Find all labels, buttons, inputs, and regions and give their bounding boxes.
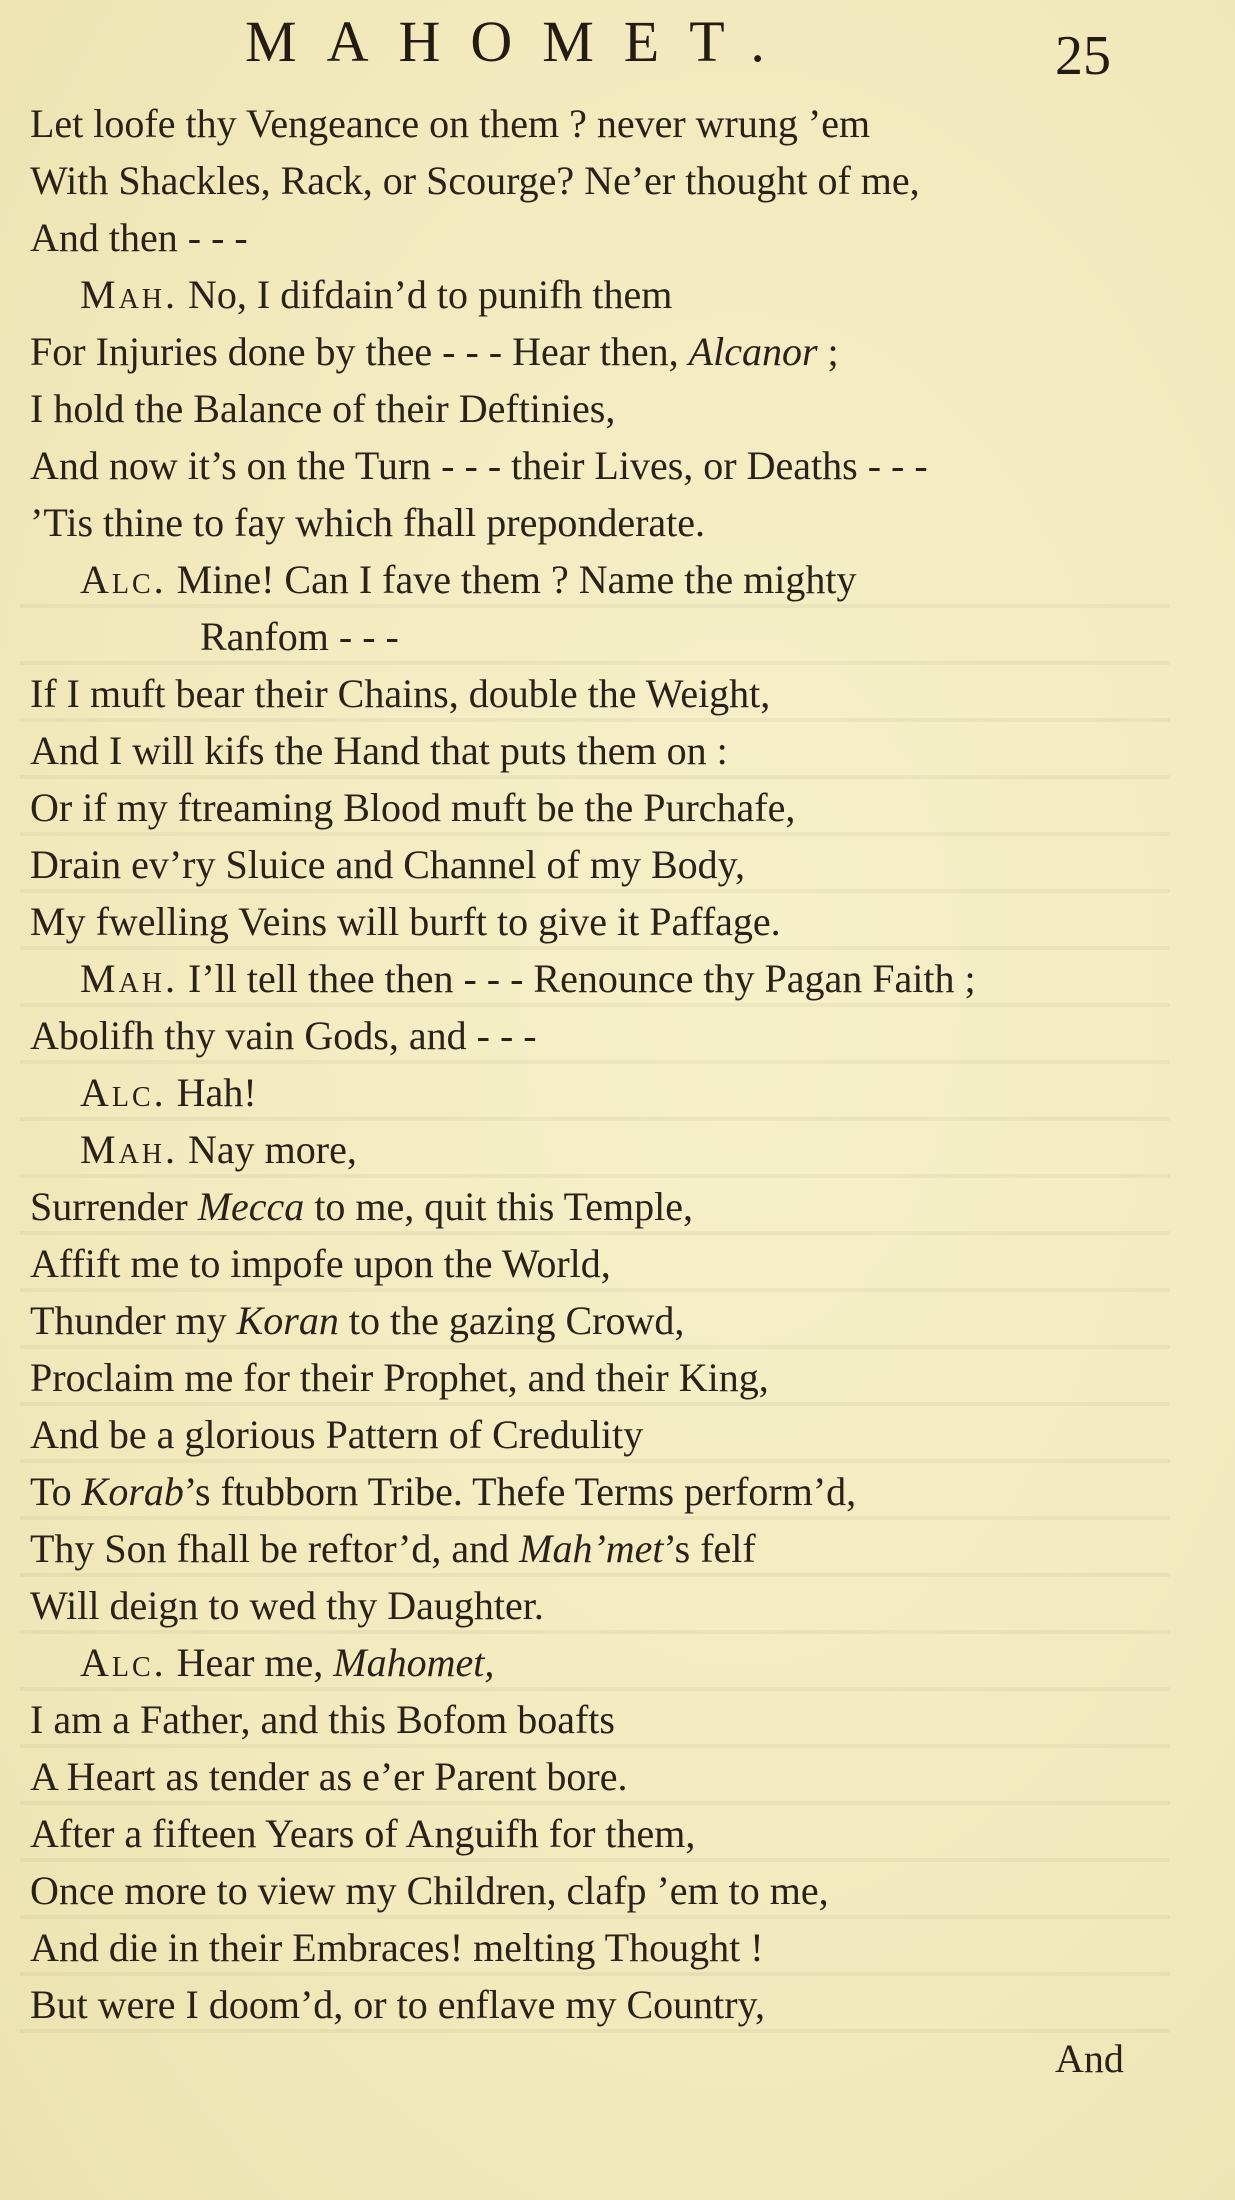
verse-line [0,1634,1235,1691]
verse-line [0,437,1235,494]
page-number: 25 [1055,25,1111,87]
verse-line [0,380,1235,437]
verse-line [0,1292,1235,1349]
italic-name: Koran [236,1298,339,1343]
speaker-name: Mah. [80,1127,179,1172]
line-text: With Shackles, Rack, or Scourge? Ne’er thought of me, [30,158,920,203]
verse-line [0,1007,1235,1064]
verse-line [0,1805,1235,1862]
verse-line [0,494,1235,551]
line-text: Abolifh thy vain Gods, and - - - [30,1013,537,1058]
verse-line [0,323,1235,380]
speaker-name: Mah. [80,956,179,1001]
italic-name: Mah’met [519,1526,664,1571]
line-text: I am a Father, and this Bofom boafts [30,1697,615,1742]
verse-line [0,1235,1235,1292]
line-text: Or if my ftreaming Blood muft be the Purchafe, [30,785,796,830]
line-text: Nay more, [178,1127,357,1172]
verse-line [0,665,1235,722]
verse-line [0,1577,1235,1634]
line-text: ’Tis thine to fay which fhall preponderate. [30,500,706,545]
line-text: Once more to view my Children, clafp ’em to me, [30,1868,829,1913]
line-text: Drain ev’ry Sluice and Channel of my Body, [30,842,746,887]
line-text: And now it’s on the Turn - - - their Lives, or Deaths - - - [30,443,928,488]
line-text: Mine! Can I fave them ? Name the mighty [166,557,857,602]
line-text: to me, quit this Temple, [304,1184,693,1229]
line-text: Surrender [30,1184,198,1229]
verse-line [0,95,1235,152]
line-text: I hold the Balance of their Deftinies, [30,386,616,431]
verse-line [0,209,1235,266]
line-text: Thunder my [30,1298,237,1343]
verse-line [0,1976,1235,2033]
verse-line [0,1178,1235,1235]
italic-name: Mahomet, [333,1640,495,1685]
verse-line [0,1463,1235,1520]
verse-line [0,1349,1235,1406]
line-text: And be a glorious Pattern of Credulity [30,1412,644,1457]
line-text: A Heart as tender as e’er Parent bore. [30,1754,628,1799]
line-text: Will deign to wed thy Daughter. [30,1583,544,1628]
line-text: ; [817,329,839,374]
catchword: And [1055,2036,1124,2081]
verse-line [0,1862,1235,1919]
verse-line [0,836,1235,893]
verse-line [0,779,1235,836]
verse-line [0,1520,1235,1577]
verse-line [0,608,1235,665]
line-text: To [30,1469,82,1514]
verse-line [0,893,1235,950]
line-text: Hear me, [166,1640,334,1685]
verse-line [0,1748,1235,1805]
verse-line [0,1691,1235,1748]
line-text: I’ll tell thee then - - - Renounce thy Pagan Faith ; [178,956,976,1001]
line-text: But were I doom’d, or to enflave my Country, [30,1982,766,2027]
line-text: After a fifteen Years of Anguifh for them, [30,1811,696,1856]
line-text: to the gazing Crowd, [338,1298,685,1343]
speaker-name: Alc. [80,1640,167,1685]
verse-line [0,266,1235,323]
speaker-name: Mah. [80,272,179,317]
verse-line [0,152,1235,209]
line-text: My fwelling Veins will burft to give it Paffage. [30,899,781,944]
line-text: For Injuries done by thee - - - Hear then, [30,329,689,374]
line-text: And I will kifs the Hand that puts them on : [30,728,728,773]
line-text: Affift me to impofe upon the World, [30,1241,611,1286]
line-text: If I muft bear their Chains, double the Weight, [30,671,771,716]
speaker-name: Alc. [80,1070,167,1115]
speaker-name: Alc. [80,557,167,602]
line-text: Proclaim me for their Prophet, and their King, [30,1355,769,1400]
line-text: And die in their Embraces! melting Thought ! [30,1925,764,1970]
page-header [0,8,1235,87]
verse-line [0,1919,1235,1976]
verse-line [0,1406,1235,1463]
verse-line [0,722,1235,779]
italic-name: Korab [81,1469,184,1514]
line-text: Ranfom - - - [200,614,399,659]
italic-name: Alcanor [688,329,818,374]
verse-text [0,95,1235,2033]
line-text: And then - - - [30,215,248,260]
italic-name: Mecca [197,1184,305,1229]
verse-line [0,1064,1235,1121]
verse-line [0,950,1235,1007]
running-title: MAHOMET. [245,9,795,74]
line-text: Let loofe thy Vengeance on them ? never wrung ’em [30,101,871,146]
line-text: No, I difdain’d to punifh them [178,272,673,317]
line-text: ’s felf [663,1526,756,1571]
verse-line [0,551,1235,608]
verse-line [0,1121,1235,1178]
line-text: Thy Son fhall be reftor’d, and [30,1526,520,1571]
line-text: Hah! [166,1070,257,1115]
line-text: ’s ftubborn Tribe. Thefe Terms perform’d, [183,1469,857,1514]
